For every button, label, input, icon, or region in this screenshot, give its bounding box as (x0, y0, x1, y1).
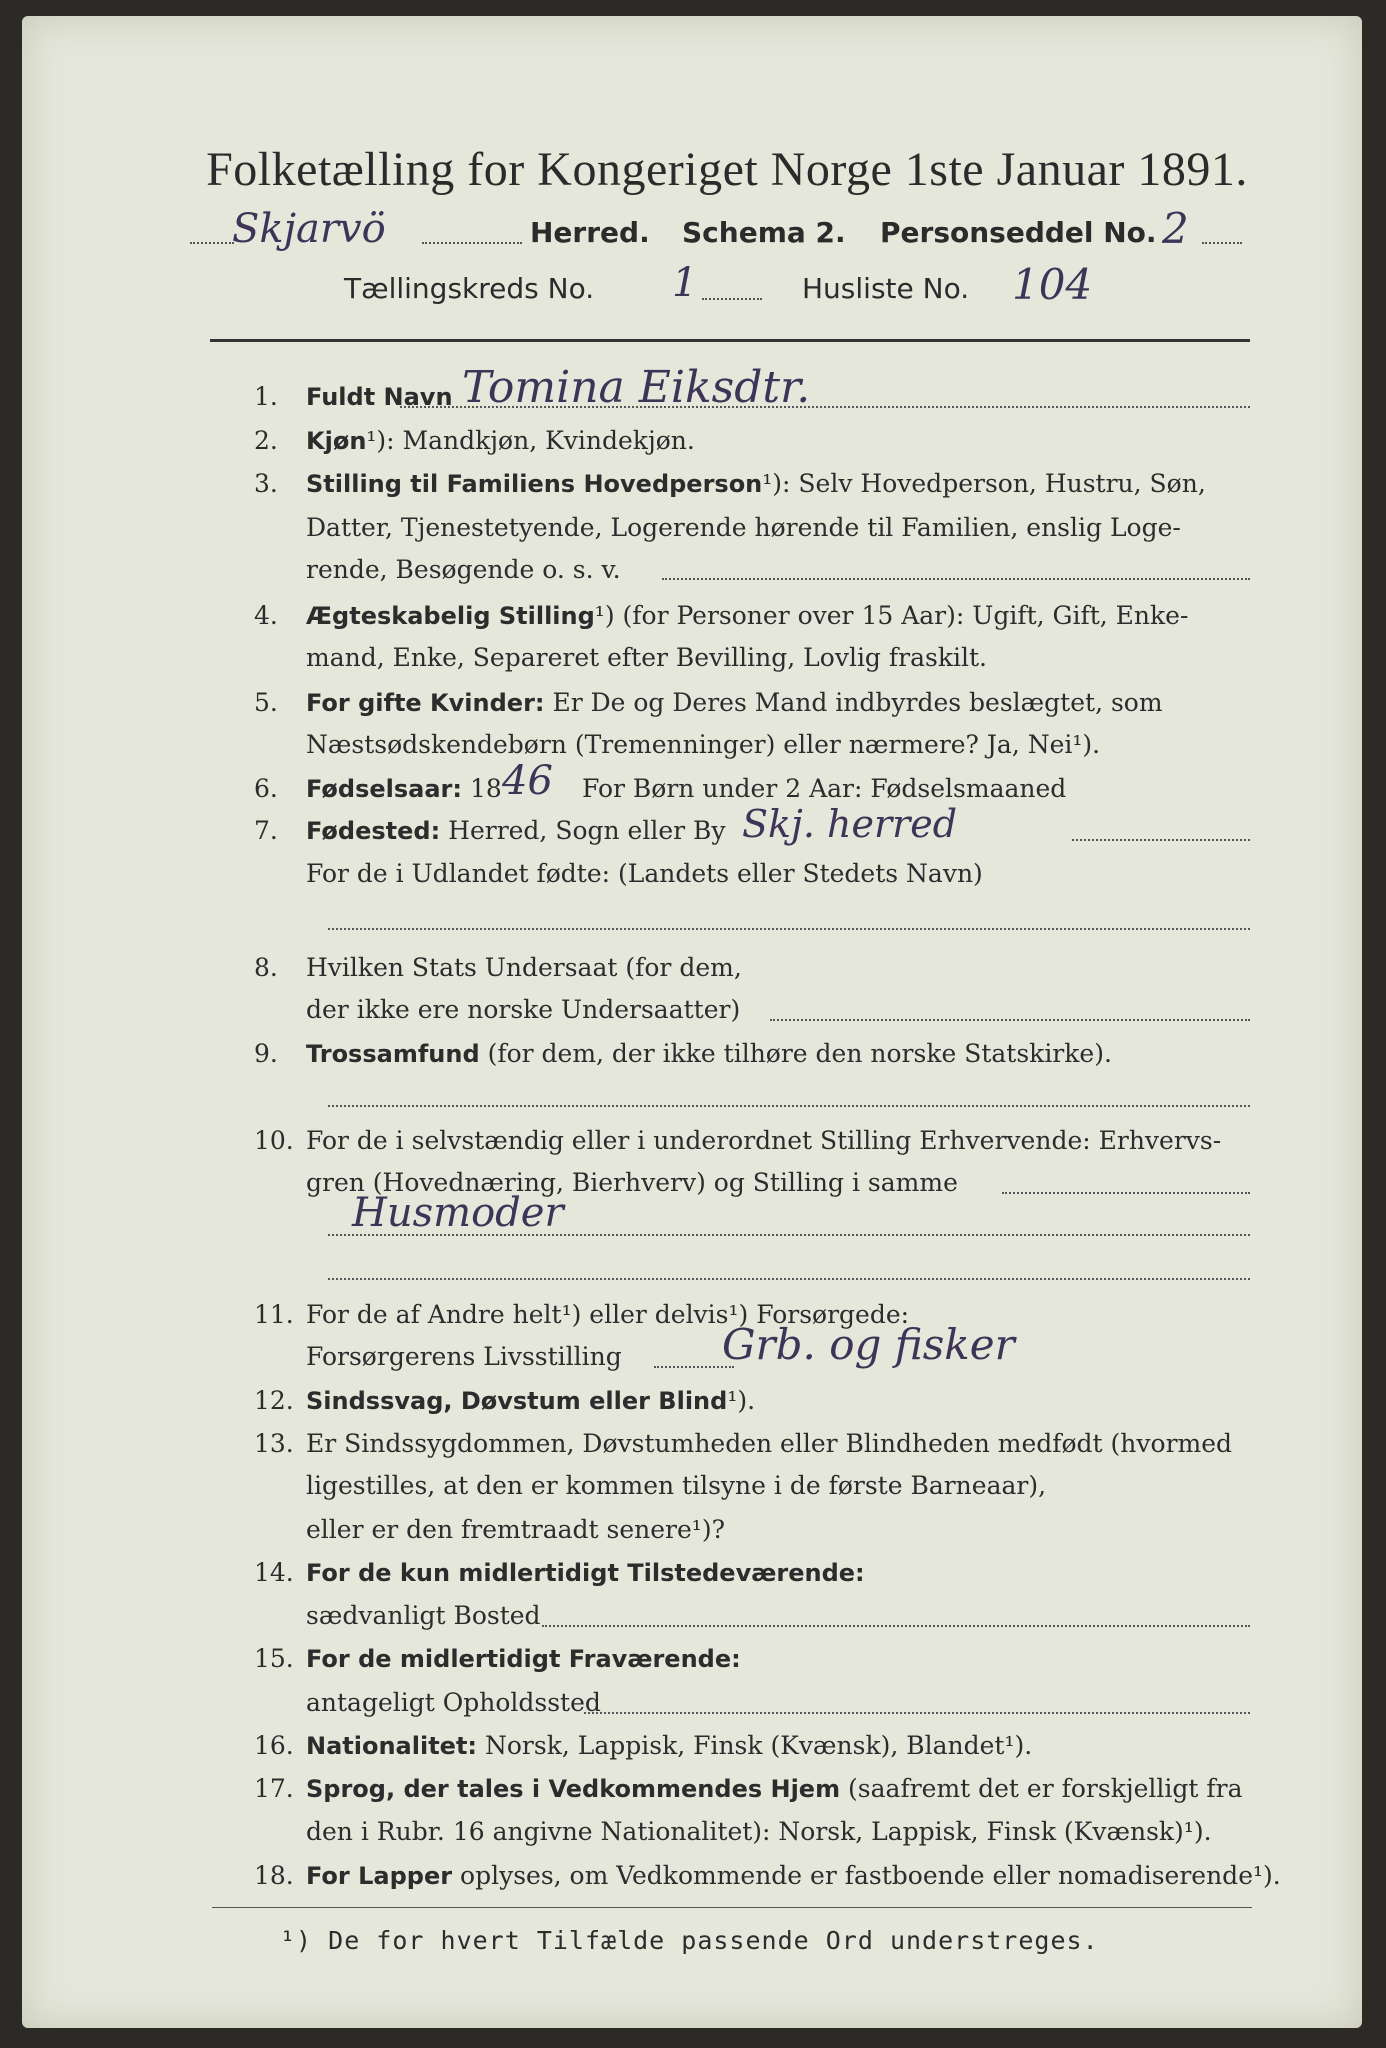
field-9: 9. Trossamfund (for dem, der ikke tilhøre den norske Statskirke). (254, 1039, 1112, 1068)
field-10-cont: gren (Hovednæring, Bierhverv) og Stilling i samme (306, 1168, 958, 1197)
field-4-cont: mand, Enke, Separeret efter Bevilling, Lovlig fraskilt. (306, 643, 987, 672)
field-13: 13. Er Sindssygdommen, Døvstumheden eller Blindheden medfødt (hvormed (254, 1429, 1233, 1458)
field-6: 6. Fødselsaar: 18 (254, 774, 502, 803)
field-13-cont: ligestilles, at den er kommen tilsyne i de første Barneaar), (306, 1471, 1047, 1500)
field-10: 10. For de i selvstændig eller i underordnet Stilling Erhvervende: Erhvervs- (254, 1126, 1222, 1155)
field-17: 17. Sprog, der tales i Vedkommendes Hjem (saafremt det er forskjelligt fra (254, 1774, 1243, 1803)
field-16: 16. Nationalitet: Norsk, Lappisk, Finsk (Kvænsk), Blandet¹). (254, 1731, 1033, 1760)
field-11: 11. For de af Andre helt¹) eller delvis¹) Forsørgede: (254, 1300, 910, 1329)
field-12: 12. Sindssvag, Døvstum eller Blind¹). (254, 1386, 756, 1415)
field-1: 1. Fuldt Navn (254, 382, 453, 411)
field-7: 7. Fødested: Herred, Sogn eller By (254, 816, 726, 845)
dotted-leader (328, 1234, 1250, 1236)
field-7-cont: For de i Udlandet fødte: (Landets eller Stedets Navn) (306, 859, 983, 888)
field-14: 14. For de kun midlertidigt Tilstedeværende: (254, 1558, 865, 1587)
kreds-label: Tællingskreds No. (344, 272, 595, 305)
field-3: 3. Stilling til Familiens Hovedperson¹): Selv Hovedperson, Hustru, Søn, (254, 469, 1206, 498)
field-8: 8. Hvilken Stats Undersaat (for dem, (254, 953, 742, 982)
field-6-extra: For Børn under 2 Aar: Fødselsmaaned (582, 774, 1067, 803)
field-15-cont: antageligt Opholdssted (306, 1688, 601, 1717)
answer-occupation: Husmoder (352, 1190, 564, 1236)
husliste-number: 104 (1012, 260, 1093, 309)
dotted-leader (542, 1625, 1250, 1627)
dotted-leader (1002, 1192, 1250, 1194)
field-5-cont: Næstsødskendebørn (Tremenninger) eller nærmere? Ja, Nei¹). (306, 730, 1101, 759)
footer-rule (212, 1907, 1252, 1908)
field-2: 2. Kjøn¹): Mandkjøn, Kvindekjøn. (254, 426, 695, 455)
field-17-cont: den i Rubr. 16 angivne Nationalitet): Norsk, Lappisk, Finsk (Kvænsk)¹). (306, 1817, 1212, 1846)
dotted-leader (1202, 242, 1242, 244)
answer-name: Tomina Eiksdtr. (462, 362, 811, 413)
field-8-cont: der ikke ere norske Undersaatter) (306, 995, 741, 1024)
dotted-leader (422, 242, 522, 244)
dotted-leader (328, 1278, 1250, 1280)
dotted-leader (662, 578, 1250, 580)
personseddel-label: Personseddel No. (880, 216, 1157, 249)
dotted-leader (328, 1105, 1250, 1107)
field-13-cont: eller er den fremtraadt senere¹)? (306, 1515, 725, 1544)
answer-birthplace: Skj. herred (742, 802, 958, 846)
dotted-leader (770, 1019, 1250, 1021)
form-title: Folketælling for Kongeriget Norge 1ste Januar 1891. (206, 143, 1248, 196)
field-4: 4. Ægteskabelig Stilling¹) (for Personer over 15 Aar): Ugift, Gift, Enke- (254, 601, 1189, 630)
dotted-leader (702, 298, 762, 300)
dotted-leader (584, 1712, 1250, 1714)
field-3-cont: Datter, Tjenestetyende, Logerende hørende til Familien, enslig Loge- (306, 513, 1181, 542)
kreds-number: 1 (672, 260, 698, 306)
herred-label: Herred. (530, 216, 650, 249)
field-14-cont: sædvanligt Bosted (306, 1601, 541, 1630)
answer-birthyear: 46 (502, 758, 553, 804)
husliste-label: Husliste No. (802, 272, 970, 305)
personseddel-number: 2 (1162, 204, 1189, 253)
schema-label: Schema 2. (682, 216, 846, 249)
field-15: 15. For de midlertidigt Fraværende: (254, 1644, 741, 1673)
herred-handwritten: Skjarvö (232, 206, 386, 252)
answer-provider: Grb. og fisker (722, 1320, 1015, 1369)
field-5: 5. For gifte Kvinder: Er De og Deres Mand indbyrdes beslægtet, som (254, 688, 1163, 717)
dotted-leader (190, 242, 234, 244)
census-form-page (22, 16, 1362, 2028)
dotted-leader (1072, 839, 1250, 841)
dotted-leader (328, 928, 1250, 930)
footnote: ¹) De for hvert Tilfælde passende Ord understreges. (280, 1926, 1099, 1955)
field-18: 18. For Lapper oplyses, om Vedkommende er fastboende eller nomadiserende¹). (254, 1861, 1281, 1890)
field-11-cont: Forsørgerens Livsstilling (306, 1342, 622, 1371)
field-3-cont: rende, Besøgende o. s. v. (306, 555, 621, 584)
header-rule (210, 339, 1250, 342)
